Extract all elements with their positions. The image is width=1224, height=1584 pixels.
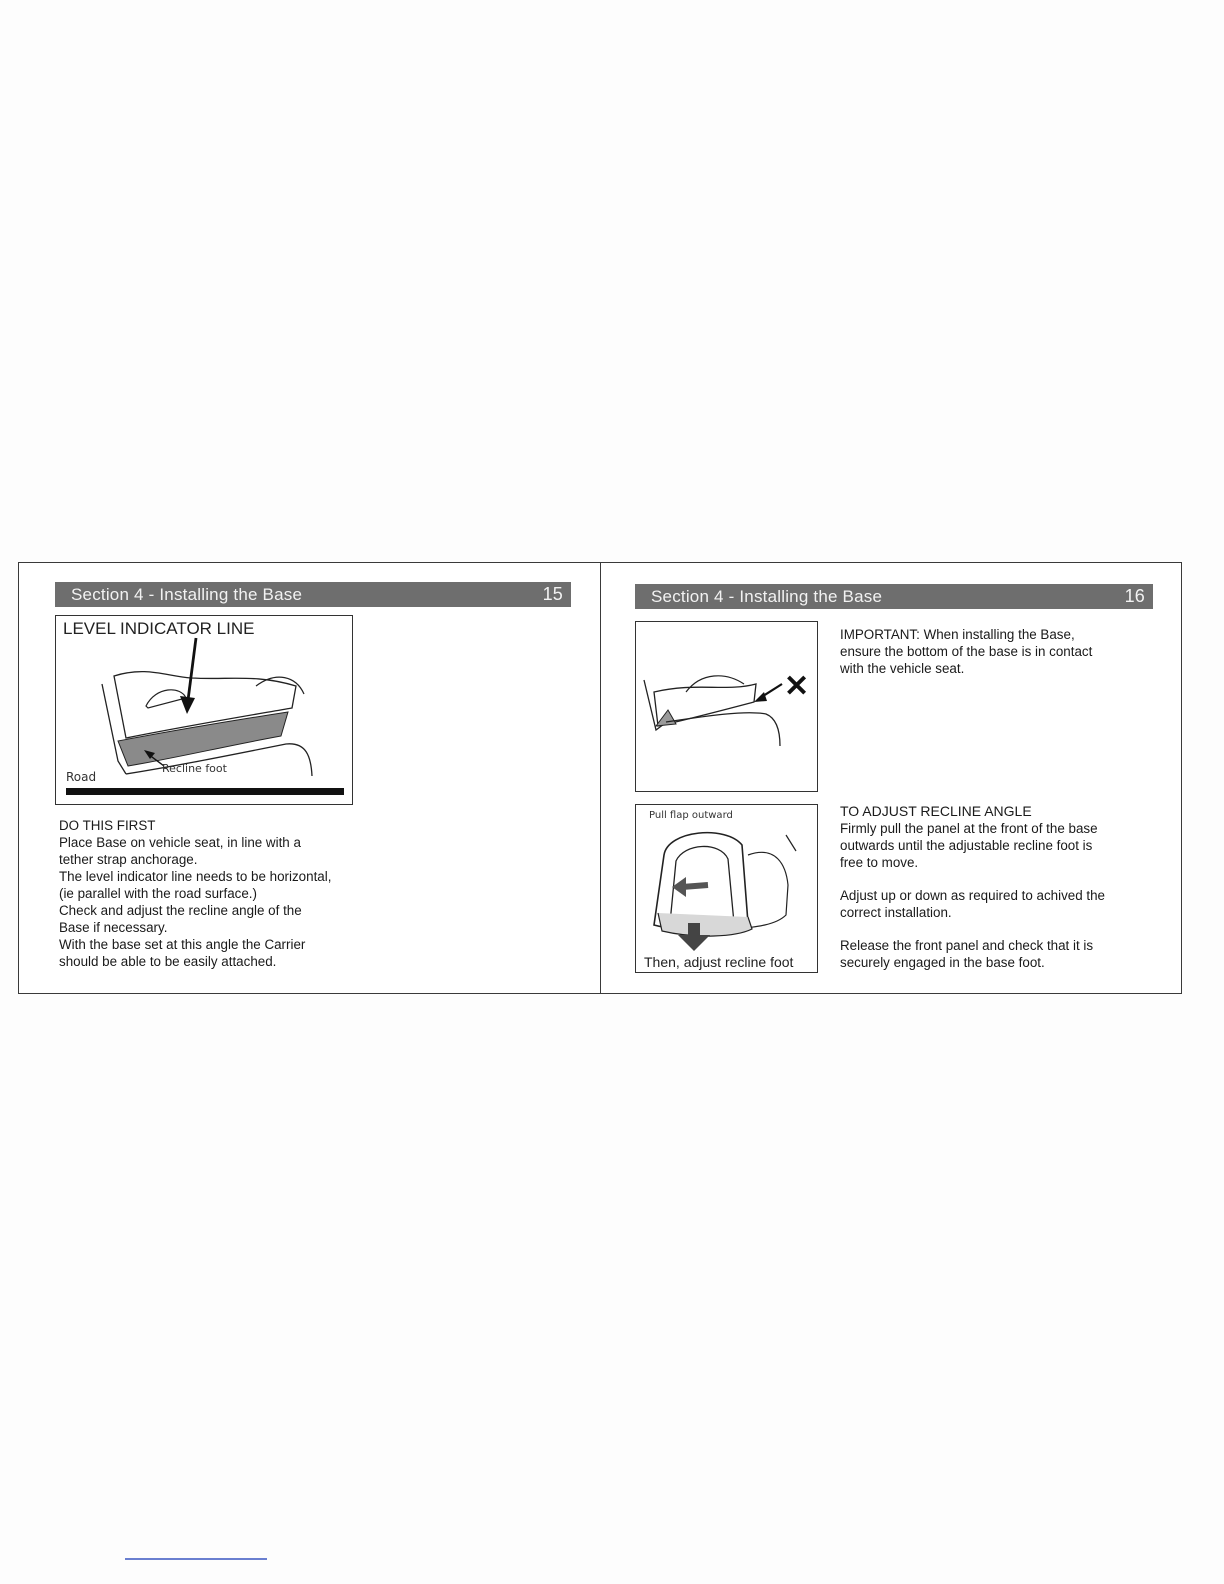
recline-adjust-figure xyxy=(635,804,818,973)
pull-flap-illustration xyxy=(636,805,816,971)
incorrect-x-icon: ✕ xyxy=(784,670,810,703)
right-page-number: 16 xyxy=(1124,586,1145,606)
level-indicator-figure xyxy=(55,615,353,805)
right-section-header xyxy=(635,584,1153,609)
adjust-text-3: Release the front panel and check that it is securely engaged in the base foot. xyxy=(840,938,1094,970)
scan-edge-line xyxy=(125,1558,267,1560)
pull-flap-label: Pull flap outward xyxy=(649,810,733,821)
important-note: IMPORTANT: When installing the Base, ensure the bottom of the base is in contact with the vehicle seat. xyxy=(840,627,1093,676)
page-divider xyxy=(600,563,601,993)
base-gap-illustration xyxy=(636,622,816,790)
adjust-text-2: Adjust up or down as required to achived the correct installation. xyxy=(840,888,1106,920)
left-page-number: 15 xyxy=(542,584,563,604)
road-label: Road xyxy=(66,770,97,784)
level-indicator-title: LEVEL INDICATOR LINE xyxy=(63,619,255,638)
contact-warning-figure xyxy=(635,621,818,792)
right-section-title: Section 4 - Installing the Base xyxy=(651,586,883,606)
adjust-heading: TO ADJUST RECLINE ANGLE xyxy=(840,803,1032,819)
adjust-text: Firmly pull the panel at the front of the base outwards until the adjustable recline foot is free to move. xyxy=(840,821,1098,870)
left-section-header xyxy=(55,582,571,607)
adjust-foot-label: Then, adjust recline foot xyxy=(644,954,794,970)
left-section-title: Section 4 - Installing the Base xyxy=(71,584,303,604)
recline-foot-label: Recline foot xyxy=(162,762,227,775)
left-instructions: DO THIS FIRST Place Base on vehicle seat, in line with a tether strap anchorage. The level indicator line needs to be horizontal, (ie parallel with the road surface.) Check and adjust the recline angle of the Base if necessary. With the base set at this angle the Carrier should be able to be easily attached. xyxy=(59,818,332,969)
